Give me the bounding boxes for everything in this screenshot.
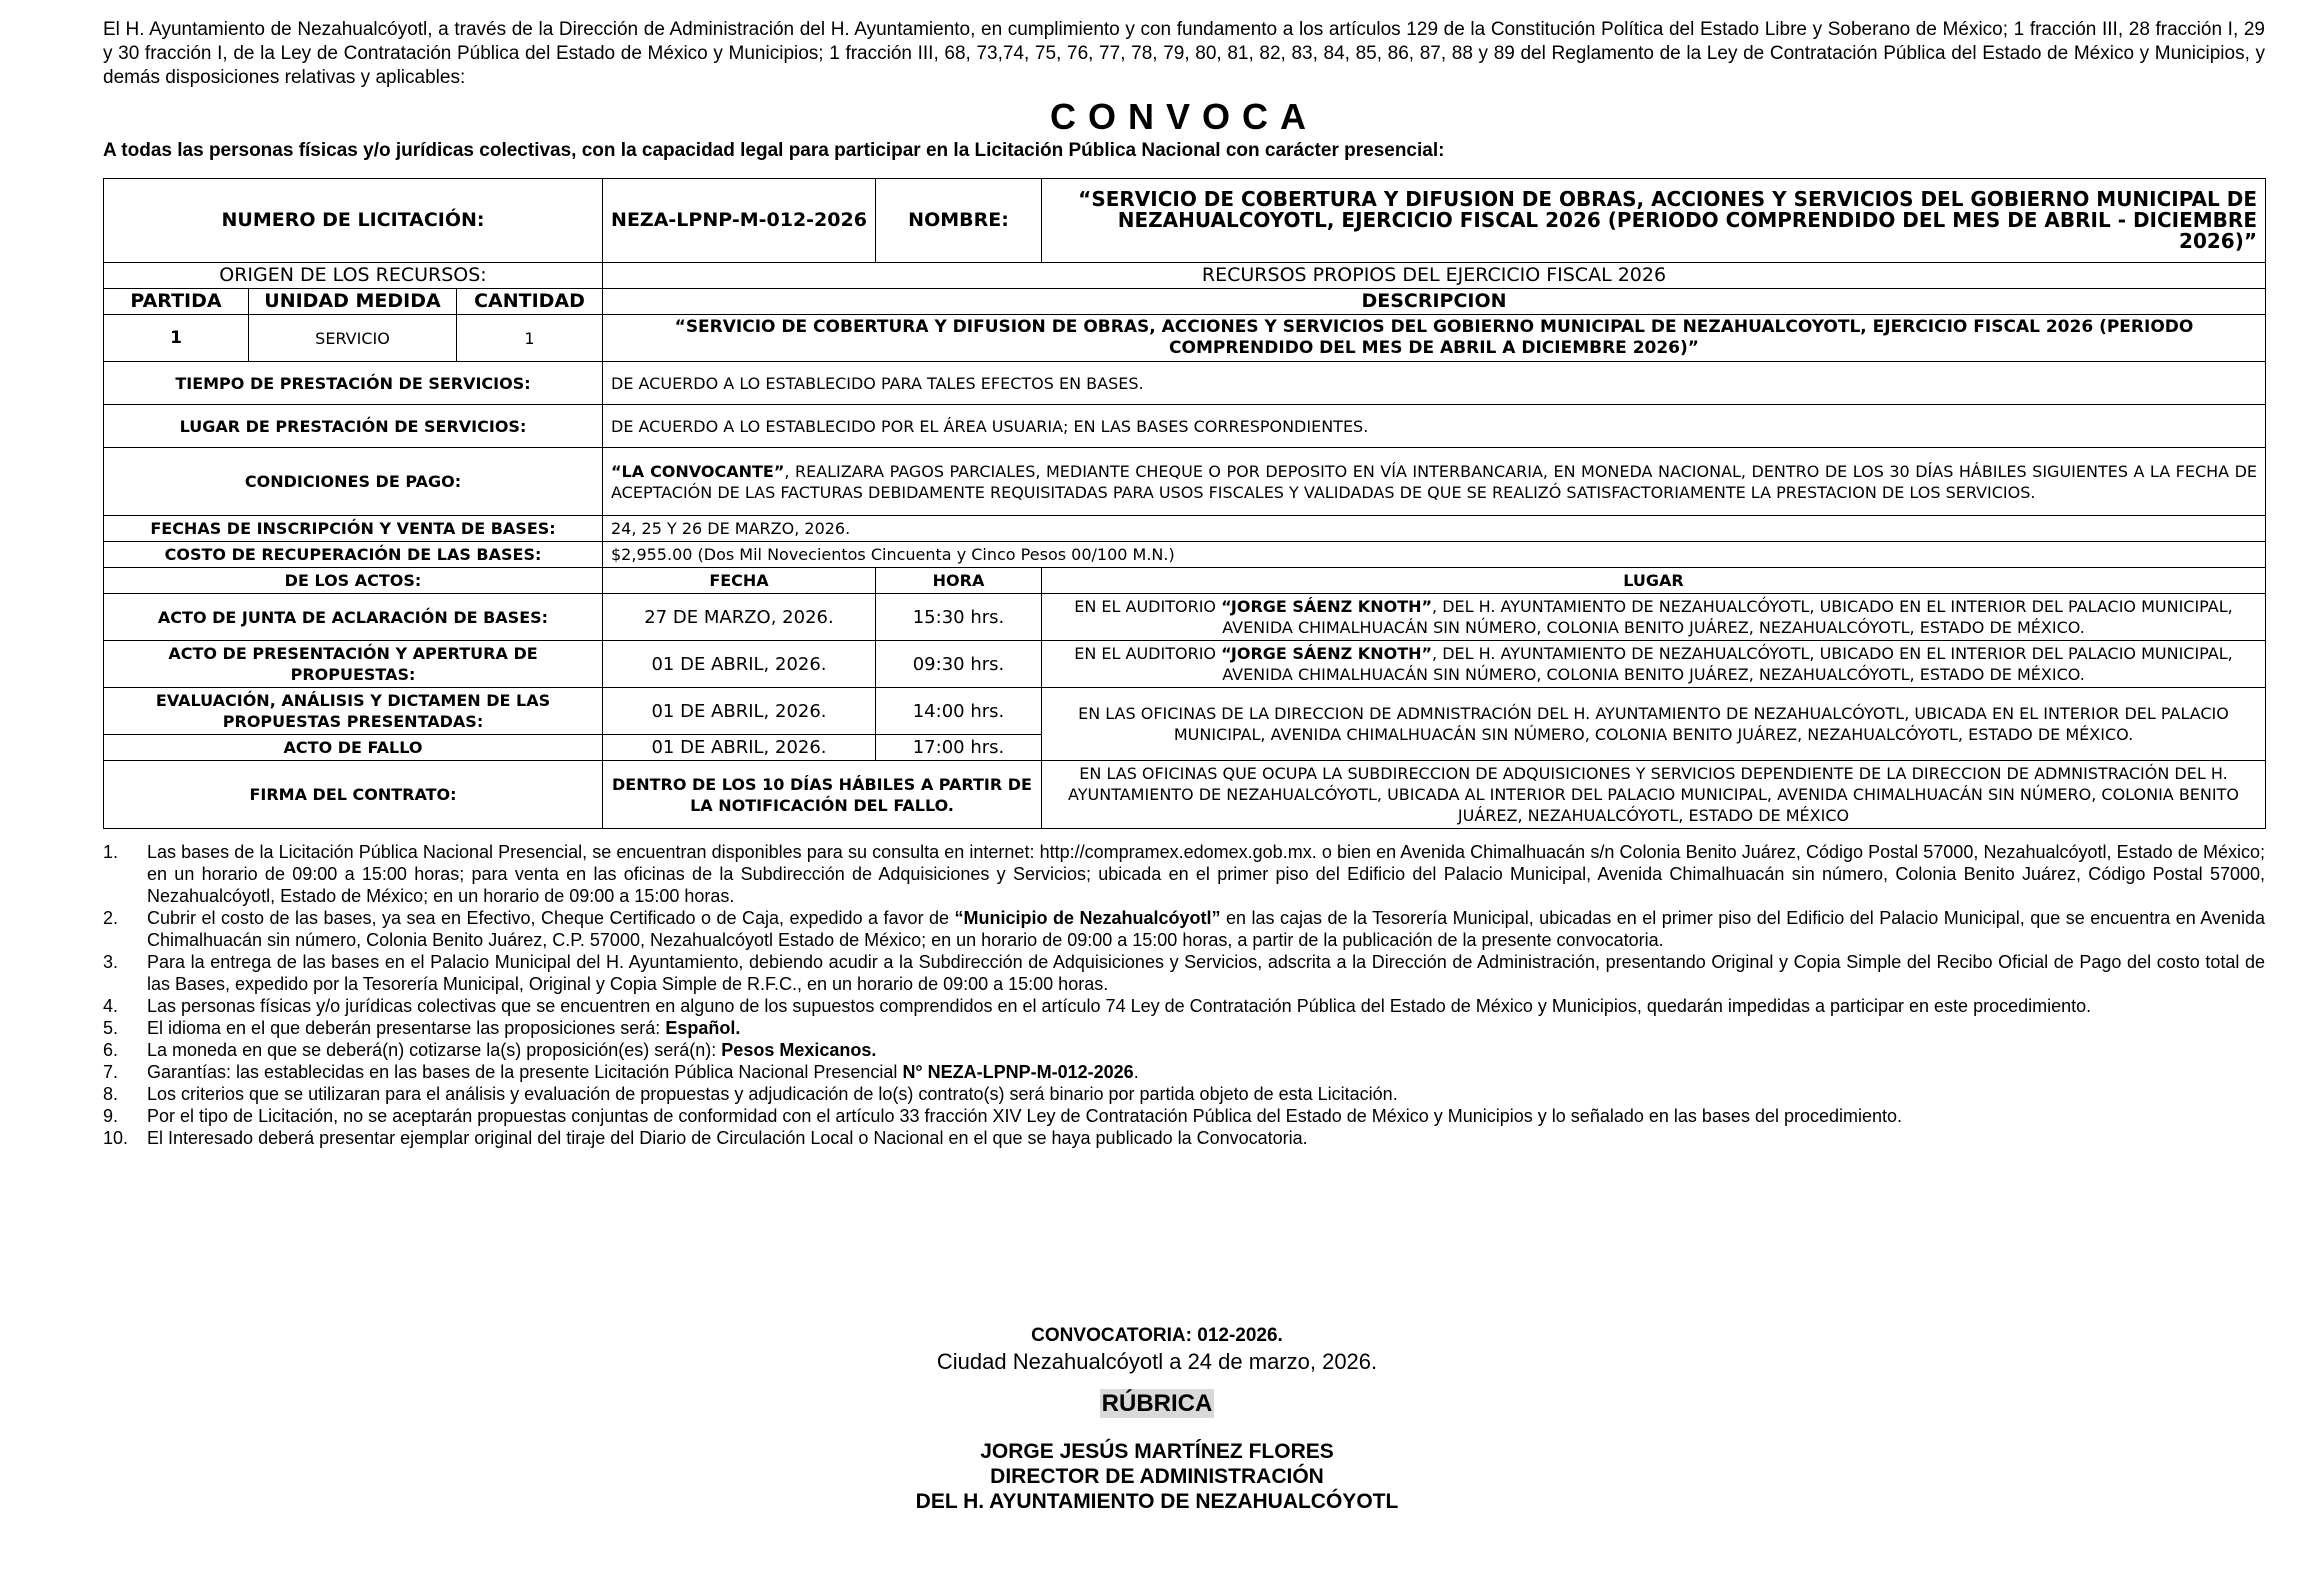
col-lugar: LUGAR [1042,568,2266,594]
col-partida: PARTIDA [104,289,249,315]
evaluacion-label: EVALUACIÓN, ANÁLISIS Y DICTAMEN DE LAS PROPUESTAS PRESENTADAS: [104,688,603,735]
presentacion-hora: 09:30 hrs. [876,641,1042,688]
inscripcion-label: FECHAS DE INSCRIPCIÓN Y VENTA DE BASES: [104,516,603,542]
evaluacion-fecha: 01 DE ABRIL, 2026. [603,688,876,735]
junta-fecha: 27 DE MARZO, 2026. [603,594,876,641]
rubrica-line [0,1388,2314,1423]
fallo-fecha: 01 DE ABRIL, 2026. [603,735,876,761]
presentacion-label: ACTO DE PRESENTACIÓN Y APERTURA DE PROPUESTAS: [104,641,603,688]
presentacion-fecha: 01 DE ABRIL, 2026. [603,641,876,688]
convocatoria-number: CONVOCATORIA: 012-2026. [1031,1325,1283,1346]
note-text [147,1039,2265,1061]
note-text [147,841,2265,907]
origen-value: RECURSOS PROPIOS DEL EJERCICIO FISCAL 2026 [603,263,2266,289]
note-text-pre: Garantías: las establecidas en las bases de la presente Licitación Pública Nacional Presencial [147,1062,903,1082]
list-item [103,1039,2265,1061]
tender-table [103,178,2266,829]
note-text-pre: La moneda en que se deberá(n) cotizarse la(s) proposición(es) será(n): [147,1040,722,1060]
signer-name: JORGE JESÚS MARTÍNEZ FLORES [980,1440,1334,1463]
col-fecha: FECHA [603,568,876,594]
costo-value: $2,955.00 (Dos Mil Novecientos Cincuenta y Cinco Pesos 00/100 M.N.) [603,542,2266,568]
note-text-pre: Cubrir el costo de las bases, ya sea en Efectivo, Cheque Certificado o de Caja, expedido a favor de [147,908,955,928]
junta-lugar-post: , DEL H. AYUNTAMIENTO DE NEZAHUALCÓYOTL, UBICADO EN EL INTERIOR DEL PALACIO MUNICIPAL, AVENIDA CHIMALHUACÁN SIN NÚMERO, COLONIA BENITO JUÁREZ, NEZAHUALCÓYOTL, ESTADO DE MÉXICO. [1222,597,2233,637]
table-row [104,641,2266,688]
table-row [104,448,2266,516]
note-text [147,995,2265,1017]
note-text-bold: N° NEZA-LPNP-M-012-2026 [902,1062,1134,1082]
list-item [103,1127,2265,1149]
table-row [104,688,2266,735]
note-text-bold: Pesos Mexicanos. [721,1040,877,1060]
audience-statement: A todas las personas físicas y/o jurídicas colectivas, con la capacidad legal para participar en la Licitación Pública Nacional con carácter presencial: [103,140,1445,161]
note-number: 6. [103,1040,119,1060]
note-text-bold: Español. [665,1018,741,1038]
list-item [103,907,2265,951]
table-row [104,179,2266,263]
origen-label: ORIGEN DE LOS RECURSOS: [104,263,603,289]
note-number: 1. [103,842,119,862]
list-item [103,1061,2265,1083]
note-text-post: . [1133,1062,1139,1082]
nombre-label: NOMBRE: [876,179,1042,263]
note-number: 3. [103,952,119,972]
footer [0,1324,2314,1514]
table-row [104,542,2266,568]
list-item [103,1083,2265,1105]
pago-value [603,448,2266,516]
note-number: 2. [103,908,119,928]
item-cantidad: 1 [457,315,603,362]
note-number: 9. [103,1106,119,1126]
fallo-hora: 17:00 hrs. [876,735,1042,761]
col-unidad-medida: UNIDAD MEDIDA [249,289,457,315]
table-row [104,761,2266,829]
document-title: CONVOCA [1049,96,1318,137]
list-item [103,1017,2265,1039]
lugar-value: DE ACUERDO A LO ESTABLECIDO POR EL ÁREA USUARIA; EN LAS BASES CORRESPONDIENTES. [603,405,2266,448]
place-date: Ciudad Nezahualcóyotl a 24 de marzo, 2026. [936,1349,1378,1374]
table-row [104,315,2266,362]
licitacion-label: NUMERO DE LICITACIÓN: [104,179,603,263]
table-row [104,362,2266,405]
note-text-pre: El idioma en el que deberán presentarse las proposiciones será: [147,1018,666,1038]
col-descripcion: DESCRIPCION [603,289,2266,315]
actos-label: DE LOS ACTOS: [104,568,603,594]
list-item [103,995,2265,1017]
list-item [103,1105,2265,1127]
note-text-pre: Los criterios que se utilizaran para el análisis y evaluación de propuestas y adjudicación de lo(s) contrato(s) será binario por partida objeto de esta Licitación. [147,1084,1398,1104]
nombre-value: “SERVICIO DE COBERTURA Y DIFUSION DE OBRAS, ACCIONES Y SERVICIOS DEL GOBIERNO MUNICIPAL DE NEZAHUALCOYOTL, EJERCICIO FISCAL 2026 (PERIODO COMPRENDIDO DEL MES DE ABRIL - DICIEMBRE 2026)” [1042,179,2266,263]
note-text-pre: El Interesado deberá presentar ejemplar original del tiraje del Diario de Circulación Local o Nacional en el que se haya publicado la Convocatoria. [147,1128,1308,1148]
note-text [147,1127,2265,1149]
col-hora: HORA [876,568,1042,594]
junta-hora: 15:30 hrs. [876,594,1042,641]
note-text [147,1105,2265,1127]
list-item [103,841,2265,907]
junta-auditorio: “JORGE SÁENZ KNOTH” [1221,597,1433,616]
tiempo-value: DE ACUERDO A LO ESTABLECIDO PARA TALES EFECTOS EN BASES. [603,362,2266,405]
note-text-pre: Las personas físicas y/o jurídicas colectivas que se encuentren en alguno de los supuestos comprendidos en el artículo 74 Ley de Contratación Pública del Estado de México y Municipios, quedarán impedidas a participar en este procedimiento. [147,996,2092,1016]
pago-convocante: “LA CONVOCANTE” [611,461,785,481]
junta-lugar-pre: EN EL AUDITORIO [1074,597,1222,616]
item-partida: 1 [104,315,249,362]
document-page [103,18,2265,1149]
note-text [147,1061,2265,1083]
evaluacion-fallo-lugar: EN LAS OFICINAS DE LA DIRECCION DE ADMNISTRACIÓN DEL H. AYUNTAMIENTO DE NEZAHUALCÓYOTL, UBICADA EN EL INTERIOR DEL PALACIO MUNICIPAL, AVENIDA CHIMALHUACÁN SIN NÚMERO, COLONIA BENITO JUÁREZ, NEZAHUALCÓYOTL, ESTADO DE MÉXICO. [1042,688,2266,761]
item-descripcion: “SERVICIO DE COBERTURA Y DIFUSION DE OBRAS, ACCIONES Y SERVICIOS DEL GOBIERNO MUNICIPAL DE NEZAHUALCOYOTL, EJERCICIO FISCAL 2026 (PERIODO COMPRENDIDO DEL MES DE ABRIL A DICIEMBRE 2026)” [603,315,2266,362]
item-unidad: SERVICIO [249,315,457,362]
note-text-pre: Por el tipo de Licitación, no se aceptarán propuestas conjuntas de conformidad con el artículo 33 fracción XIV Ley de Contratación Pública del Estado de México y Municipios y lo señalado en las bases del procedimiento. [147,1106,1903,1126]
note-number: 5. [103,1018,119,1038]
firma-plazo: DENTRO DE LOS 10 DÍAS HÁBILES A PARTIR DE LA NOTIFICACIÓN DEL FALLO. [603,761,1042,829]
notes-list [103,841,2265,1149]
firma-label: FIRMA DEL CONTRATO: [104,761,603,829]
junta-label: ACTO DE JUNTA DE ACLARACIÓN DE BASES: [104,594,603,641]
pago-text: , REALIZARA PAGOS PARCIALES, MEDIANTE CHEQUE O POR DEPOSITO EN VÍA INTERBANCARIA, EN MONEDA NACIONAL, DENTRO DE LOS 30 DÍAS HÁBILES SIGUIENTES A LA FECHA DE ACEPTACIÓN DE LAS FACTURAS DEBIDAMENTE REQUISITADAS PARA USOS FISCALES Y VALIDADAS DE QUE SE REALIZÓ SATISFACTORIAMENTE LA PRESTACION DE LOS SERVICIOS. [611,461,2258,502]
fallo-label: ACTO DE FALLO [104,735,603,761]
licitacion-number: NEZA-LPNP-M-012-2026 [603,179,876,263]
table-row [104,516,2266,542]
presentacion-auditorio: “JORGE SÁENZ KNOTH” [1221,644,1433,663]
table-row [104,568,2266,594]
lugar-label: LUGAR DE PRESTACIÓN DE SERVICIOS: [104,405,603,448]
table-row [104,594,2266,641]
pago-label: CONDICIONES DE PAGO: [104,448,603,516]
note-number: 10. [103,1128,129,1148]
presentacion-lugar [1042,641,2266,688]
presentacion-lugar-post: , DEL H. AYUNTAMIENTO DE NEZAHUALCÓYOTL, UBICADO EN EL INTERIOR DEL PALACIO MUNICIPAL, AVENIDA CHIMALHUACÁN SIN NÚMERO, COLONIA BENITO JUÁREZ, NEZAHUALCÓYOTL, ESTADO DE MÉXICO. [1222,644,2233,684]
evaluacion-hora: 14:00 hrs. [876,688,1042,735]
note-text-pre: Para la entrega de las bases en el Palacio Municipal del H. Ayuntamiento, debiendo acudir a la Subdirección de Adquisiciones y Servicios, adscrita a la Dirección de Administración, presentando Original y Copia Simple del Recibo Oficial de Pago del costo total de las Bases, expedido por la Tesorería Municipal, Original y Copia Simple de R.F.C., en un horario de 09:00 a 15:00 horas. [147,952,2265,994]
signer-entity: DEL H. AYUNTAMIENTO DE NEZAHUALCÓYOTL [915,1490,1399,1513]
intro-paragraph: El H. Ayuntamiento de Nezahualcóyotl, a través de la Dirección de Administración del H. Ayuntamiento, en cumplimiento y con fundamento a los artículos 129 de la Constitución Política del Estado Libre y Soberano de México; 1 fracción III, 28 fracción I, 29 y 30 fracción I, de la Ley de Contratación Pública del Estado de México y Municipios; 1 fracción III, 68, 73,74, 75, 76, 77, 78, 79, 80, 81, 82, 83, 84, 85, 86, 87, 88 y 89 del Reglamento de la Ley de Contratación Pública del Estado de México y Municipios, y demás disposiciones relativas y aplicables: [103,19,2265,88]
costo-label: COSTO DE RECUPERACIÓN DE LAS BASES: [104,542,603,568]
note-number: 8. [103,1084,119,1104]
col-cantidad: CANTIDAD [457,289,603,315]
note-text-post: en las cajas de la Tesorería Municipal, ubicadas en el primer piso del Edificio del Palacio Municipal, que se encuentra en Avenida Chimalhuacán sin número, Colonia Benito Juárez, C.P. 57000, Nezahualcóyotl Estado de México; en un horario de 09:00 a 15:00 horas, a partir de la publicación de la presente convocatoria. [147,908,2265,950]
signer-position: DIRECTOR DE ADMINISTRACIÓN [990,1465,1324,1488]
rubrica-label: RÚBRICA [1101,1390,1213,1417]
list-item [103,951,2265,995]
note-text-bold: “Municipio de Nezahualcóyotl” [954,908,1221,928]
note-number: 7. [103,1062,119,1082]
inscripcion-value: 24, 25 Y 26 DE MARZO, 2026. [603,516,2266,542]
note-text [147,907,2265,951]
tiempo-label: TIEMPO DE PRESTACIÓN DE SERVICIOS: [104,362,603,405]
note-text [147,1083,2265,1105]
note-text [147,1017,2265,1039]
table-row [104,405,2266,448]
table-row [104,289,2266,315]
firma-lugar: EN LAS OFICINAS QUE OCUPA LA SUBDIRECCION DE ADQUISICIONES Y SERVICIOS DEPENDIENTE DE LA DIRECCION DE ADMNISTRACIÓN DEL H. AYUNTAMIENTO DE NEZAHUALCÓYOTL, UBICADA AL INTERIOR DEL PALACIO MUNICIPAL, AVENIDA CHIMALHUACÁN SIN NÚMERO, COLONIA BENITO JUÁREZ, NEZAHUALCÓYOTL, ESTADO DE MÉXICO [1042,761,2266,829]
table-row [104,263,2266,289]
note-number: 4. [103,996,119,1016]
note-text [147,951,2265,995]
junta-lugar [1042,594,2266,641]
note-text-pre: Las bases de la Licitación Pública Nacional Presencial, se encuentran disponibles para su consulta en internet: http://compramex.edomex.gob.mx. o bien en Avenida Chimalhuacán s/n Colonia Benito Juárez, Código Postal 57000, Nezahualcóyotl, Estado de México; en un horario de 09:00 a 15:00 horas; para venta en las oficinas de la Subdirección de Adquisiciones y Servicios; ubicada en el primer piso del Edificio del Palacio Municipal, Avenida Chimalhuacán sin número, Colonia Benito Juárez, Código Postal 57000, Nezahualcóyotl, Estado de México; en un horario de 09:00 a 15:00 horas. [147,842,2265,906]
presentacion-lugar-pre: EN EL AUDITORIO [1074,644,1222,663]
